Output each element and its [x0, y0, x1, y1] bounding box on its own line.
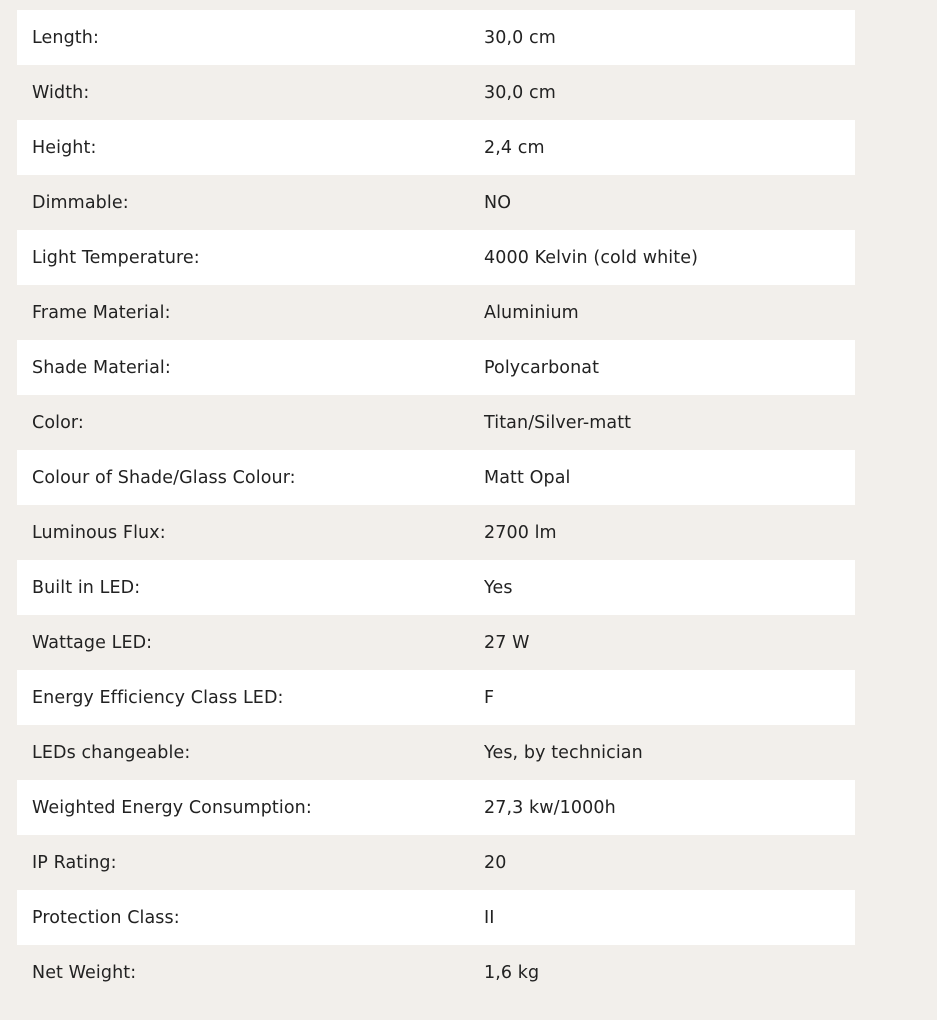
spec-row-ip-rating: [17, 835, 855, 890]
spec-row-shade-material: [17, 340, 855, 395]
spec-value: Titan/Silver-matt: [484, 412, 632, 433]
spec-row-length: [17, 10, 855, 65]
spec-row-net-weight: [17, 945, 855, 1000]
spec-label: Wattage LED:: [32, 632, 153, 653]
spec-row-frame-material: [17, 285, 855, 340]
spec-value: Yes, by technician: [484, 742, 643, 763]
spec-row-weighted-energy-consumption: [17, 780, 855, 835]
spec-value: II: [484, 907, 495, 928]
spec-label: Luminous Flux:: [32, 522, 166, 543]
spec-table: [17, 10, 855, 1000]
spec-label: Weighted Energy Consumption:: [32, 797, 312, 818]
spec-label: LEDs changeable:: [32, 742, 191, 763]
spec-label: Light Temperature:: [32, 247, 200, 268]
spec-value: 27 W: [484, 632, 530, 653]
spec-value: NO: [484, 192, 512, 213]
spec-value: 27,3 kw/1000h: [484, 797, 616, 818]
spec-label: Energy Efficiency Class LED:: [32, 687, 284, 708]
spec-value: Yes: [484, 577, 513, 598]
spec-row-shade-colour: [17, 450, 855, 505]
spec-value: 20: [484, 852, 507, 873]
spec-label: Color:: [32, 412, 84, 433]
spec-label: Length:: [32, 27, 99, 48]
spec-value: 4000 Kelvin (cold white): [484, 247, 699, 268]
spec-value: 30,0 cm: [484, 82, 556, 103]
spec-value: Polycarbonat: [484, 357, 600, 378]
spec-label: Frame Material:: [32, 302, 171, 323]
spec-row-luminous-flux: [17, 505, 855, 560]
spec-label: IP Rating:: [32, 852, 117, 873]
spec-value: Aluminium: [484, 302, 579, 323]
spec-row-light-temperature: [17, 230, 855, 285]
spec-label: Colour of Shade/Glass Colour:: [32, 467, 296, 488]
spec-value: 1,6 kg: [484, 962, 540, 983]
spec-value: 30,0 cm: [484, 27, 556, 48]
spec-row-height: [17, 120, 855, 175]
spec-row-built-in-led: [17, 560, 855, 615]
spec-label: Width:: [32, 82, 90, 103]
spec-row-wattage-led: [17, 615, 855, 670]
spec-row-leds-changeable: [17, 725, 855, 780]
spec-row-width: [17, 65, 855, 120]
spec-label: Dimmable:: [32, 192, 129, 213]
spec-label: Height:: [32, 137, 97, 158]
spec-label: Shade Material:: [32, 357, 171, 378]
spec-value: F: [484, 687, 495, 708]
spec-value: Matt Opal: [484, 467, 571, 488]
spec-row-energy-efficiency-class: [17, 670, 855, 725]
spec-value: 2,4 cm: [484, 137, 545, 158]
spec-row-protection-class: [17, 890, 855, 945]
spec-label: Built in LED:: [32, 577, 141, 598]
spec-row-dimmable: [17, 175, 855, 230]
spec-row-color: [17, 395, 855, 450]
spec-label: Net Weight:: [32, 962, 137, 983]
spec-label: Protection Class:: [32, 907, 180, 928]
spec-value: 2700 lm: [484, 522, 557, 543]
